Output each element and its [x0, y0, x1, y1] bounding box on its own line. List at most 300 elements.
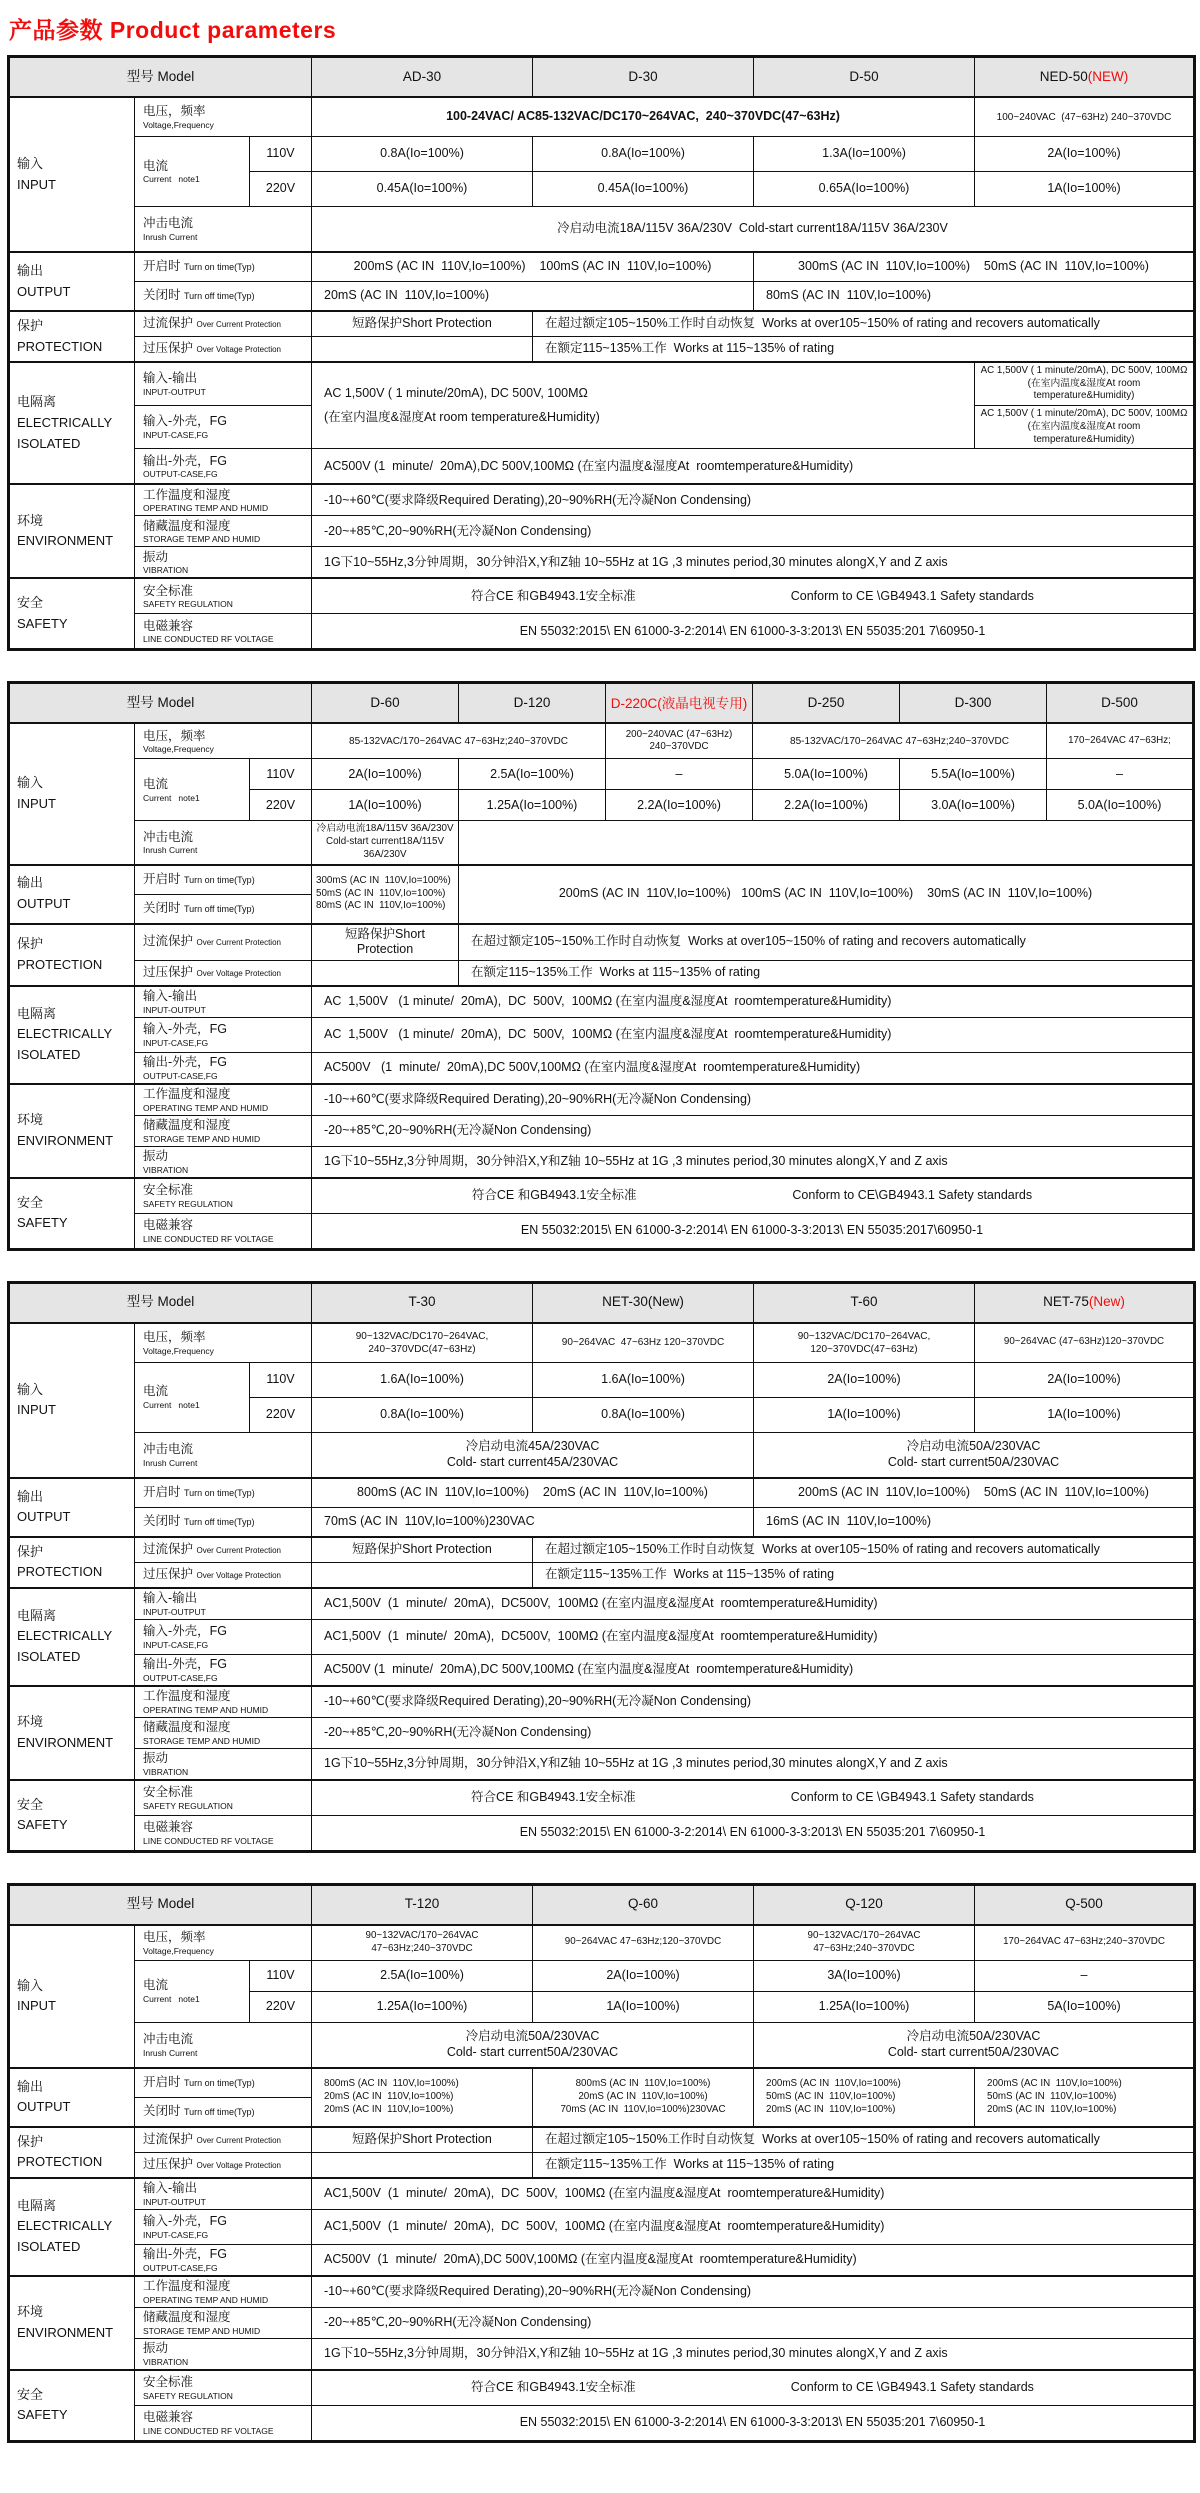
data-cell: AC500V (1 minute/ 20mA),DC 500V,100MΩ (在室内温度&湿度At roomtemperature&Humidity) [312, 2244, 1195, 2276]
data-cell: 300mS (AC IN 110V,Io=100%) 50mS (AC IN 110V,Io=100%) [754, 252, 1195, 282]
t2-ovp-row [9, 960, 1194, 986]
data-cell: 800mS (AC IN 110V,Io=100%) 20mS (AC IN 110V,Io=100%) [312, 1478, 754, 1508]
t3-label-iso-ocase: 输出-外壳，FG OUTPUT-CASE,FG [135, 1654, 312, 1686]
t3-current-110-row [9, 1362, 1195, 1397]
t1-label-safereg: 安全标准 SAFETY REGULATION [135, 578, 312, 614]
t2-safereg-row [9, 1178, 1194, 1214]
t2-model-d120: D-120 [459, 683, 606, 724]
t3-iso-io-row [9, 1588, 1195, 1620]
data-cell: 1G下10~55Hz,3分钟周期，30分钟沿X,Y和Z轴 10~55Hz at 1G ,3 minutes period,30 minutes alongX,Y and Z axis [312, 1748, 1195, 1780]
data-cell: 冷启动电流50A/230VAC Cold- start current50A/230VAC [754, 2022, 1195, 2068]
data-cell: AC500V (1 minute/ 20mA),DC 500V,100MΩ (在室内温度&湿度At roomtemperature&Humidity) [312, 1052, 1194, 1084]
t4-model-t120: T-120 [312, 1884, 533, 1925]
data-cell: -10~+60℃(要求降级Required Derating),20~90%RH(无冷凝Non Condensing) [312, 1686, 1195, 1718]
data-cell: 在额定115~135%工作 Works at 115~135% of rating [533, 2152, 1195, 2178]
data-cell: 冷启动电流18A/115V 36A/230V Cold-start current18A/115V 36A/230V [312, 821, 459, 865]
data-cell: 5.0A(Io=100%) [1047, 790, 1194, 821]
t1-header-row [9, 57, 1195, 98]
t1-group-safety: 安全 SAFETY [9, 578, 135, 650]
data-cell: 80mS (AC IN 110V,Io=100%) [754, 282, 1195, 312]
data-cell: 800mS (AC IN 110V,Io=100%) 20mS (AC IN 110V,Io=100%) 70mS (AC IN 110V,Io=100%)230VAC [533, 2068, 754, 2127]
data-cell: 2A(Io=100%) [975, 1362, 1195, 1397]
data-cell: 1.25A(Io=100%) [459, 790, 606, 821]
t4-group-environment: 环境 ENVIRONMENT [9, 2276, 135, 2370]
t1-sttemp-row [9, 516, 1195, 547]
t4-label-voltage: 电压，频率 Voltage,Frequency [135, 1925, 312, 1961]
t1-label-emc: 电磁兼容 LINE CONDUCTED RF VOLTAGE [135, 614, 312, 650]
t2-label-optemp: 工作温度和湿度 OPERATING TEMP AND HUMID [135, 1084, 312, 1116]
t3-label-ovp: 过压保护 Over Voltage Protection [135, 1562, 312, 1588]
data-cell: -20~+85℃,20~90%RH(无冷凝Non Condensing) [312, 516, 1195, 547]
data-cell: 在超过额定105~150%工作时自动恢复 Works at over105~150% of rating and recovers automatically [533, 1537, 1195, 1563]
t3-inrush-row [9, 1432, 1195, 1478]
t1-group-input: 输入 INPUT [9, 97, 135, 252]
t1-model-d30: D-30 [533, 57, 754, 98]
t4-110v: 110V [250, 1960, 312, 1991]
t2-iso-icase-row [9, 1017, 1194, 1052]
t3-label-safereg: 安全标准 SAFETY REGULATION [135, 1780, 312, 1816]
data-cell: 2A(Io=100%) [312, 759, 459, 790]
t1-current-110-row [9, 137, 1195, 172]
t3-group-input: 输入 INPUT [9, 1323, 135, 1478]
t2-label-ovp: 过压保护 Over Voltage Protection [135, 960, 312, 986]
t4-model-q120: Q-120 [754, 1884, 975, 1925]
t2-optemp-row [9, 1084, 1194, 1116]
data-cell: 1A(Io=100%) [312, 790, 459, 821]
t4-iso-ocase-row [9, 2244, 1195, 2276]
t2-label-iso-ocase: 输出-外壳，FG OUTPUT-CASE,FG [135, 1052, 312, 1084]
t4-current-110-row [9, 1960, 1195, 1991]
data-cell: 16mS (AC IN 110V,Io=100%) [754, 1507, 1195, 1537]
data-cell: EN 55032:2015\ EN 61000-3-2:2014\ EN 61000-3-3:2013\ EN 55035:201 7\60950-1 [312, 1815, 1195, 1851]
t1-model-ad30: AD-30 [312, 57, 533, 98]
t4-model-header: 型号 Model [9, 1884, 312, 1925]
data-cell: 200mS (AC IN 110V,Io=100%) 100mS (AC IN 110V,Io=100%) 30mS (AC IN 110V,Io=100%) [459, 865, 1194, 924]
t1-inrush-value: 冷启动电流18A/115V 36A/230V Cold-start current18A/115V 36A/230V [312, 207, 1195, 253]
data-cell: 90~264VAC 47~63Hz;120~370VDC [533, 1925, 754, 1961]
t2-model-d300: D-300 [900, 683, 1047, 724]
t1-group-output: 输出 OUTPUT [9, 252, 135, 311]
t4-label-iso-io: 输入-输出 INPUT-OUTPUT [135, 2178, 312, 2210]
t2-current-110-row [9, 759, 1194, 790]
t3-model-net75: NET-75(New) [975, 1282, 1195, 1323]
t1-turnon-row [9, 252, 1195, 282]
t2-label-current: 电流 Current note1 [135, 759, 250, 821]
t2-group-safety: 安全 SAFETY [9, 1178, 135, 1250]
t1-group-isolated: 电隔离 ELECTRICALLY ISOLATED [9, 362, 135, 484]
t3-emc-row [9, 1815, 1195, 1851]
t4-label-inrush: 冲击电流 Inrush Current [135, 2022, 312, 2068]
t1-iso-io-row [9, 362, 1195, 406]
data-cell: 2.5A(Io=100%) [459, 759, 606, 790]
t2-model-d60: D-60 [312, 683, 459, 724]
spec-table-2 [7, 681, 1195, 1250]
t1-label-turnoff: 关闭时 Turn off time(Typ) [135, 282, 312, 312]
t1-label-current: 电流 Current note1 [135, 137, 250, 207]
data-cell: 3.0A(Io=100%) [900, 790, 1047, 821]
t3-safereg-row [9, 1780, 1195, 1816]
data-cell: 1.25A(Io=100%) [754, 1991, 975, 2022]
t4-iso-io-row [9, 2178, 1195, 2210]
t2-220v: 220V [250, 790, 312, 821]
data-cell: 冷启动电流50A/230VAC Cold- start current50A/230VAC [754, 1432, 1195, 1478]
t1-optemp-row [9, 484, 1195, 516]
t1-group-protection: 保护 PROTECTION [9, 311, 135, 362]
data-cell: 1A(Io=100%) [754, 1397, 975, 1432]
data-cell: AC1,500V (1 minute/ 20mA), DC500V, 100MΩ (在室内温度&湿度At roomtemperature&Humidity) [312, 1588, 1195, 1620]
t1-label-ovp: 过压保护 Over Voltage Protection [135, 337, 312, 363]
data-cell: 1G下10~55Hz,3分钟周期，30分钟沿X,Y和Z轴 10~55Hz at 1G ,3 minutes period,30 minutes alongX,Y and Z axis [312, 2338, 1195, 2370]
t3-label-ocp: 过流保护 Over Current Protection [135, 1537, 312, 1563]
empty-cell [312, 960, 459, 986]
data-cell: 1A(Io=100%) [975, 172, 1195, 207]
t3-model-t30: T-30 [312, 1282, 533, 1323]
data-cell: 200mS (AC IN 110V,Io=100%) 100mS (AC IN 110V,Io=100%) [312, 252, 754, 282]
data-cell: 符合CE 和GB4943.1安全标准 Conform to CE \GB4943.1 Safety standards [312, 578, 1195, 614]
t2-label-iso-icase: 输入-外壳，FG INPUT-CASE,FG [135, 1017, 312, 1052]
spec-table-4 [7, 1883, 1196, 2443]
data-cell: 1G下10~55Hz,3分钟周期，30分钟沿X,Y和Z轴 10~55Hz at 1G ,3 minutes period,30 minutes alongX,Y and Z axis [312, 1146, 1194, 1178]
data-cell: 1.25A(Io=100%) [312, 1991, 533, 2022]
t4-label-sttemp: 储藏温度和湿度 STORAGE TEMP AND HUMID [135, 2307, 312, 2338]
t1-voltage-ned50: 100~240VAC (47~63Hz) 240~370VDC [975, 97, 1195, 137]
t1-emc-row [9, 614, 1195, 650]
t4-group-output: 输出 OUTPUT [9, 2068, 135, 2127]
t1-label-ocp: 过流保护 Over Current Protection [135, 311, 312, 337]
t3-voltage-row [9, 1323, 1195, 1363]
t3-label-emc: 电磁兼容 LINE CONDUCTED RF VOLTAGE [135, 1815, 312, 1851]
data-cell: 5.5A(Io=100%) [900, 759, 1047, 790]
t2-voltage-row [9, 723, 1194, 759]
t4-label-emc: 电磁兼容 LINE CONDUCTED RF VOLTAGE [135, 2405, 312, 2441]
t1-label-iso-icase: 输入-外壳，FG INPUT-CASE,FG [135, 406, 312, 449]
t3-model-header: 型号 Model [9, 1282, 312, 1323]
data-cell: – [606, 759, 753, 790]
data-cell: 1A(Io=100%) [975, 1397, 1195, 1432]
t3-label-inrush: 冲击电流 Inrush Current [135, 1432, 312, 1478]
t2-label-ocp: 过流保护 Over Current Protection [135, 924, 312, 961]
t1-label-vibration: 振动 VIBRATION [135, 547, 312, 579]
data-cell: 2A(Io=100%) [754, 1362, 975, 1397]
data-cell: 300mS (AC IN 110V,Io=100%) 50mS (AC IN 110V,Io=100%) 80mS (AC IN 110V,Io=100%) [312, 865, 459, 924]
t2-group-isolated: 电隔离 ELECTRICALLY ISOLATED [9, 986, 135, 1084]
data-cell: 2A(Io=100%) [533, 1960, 754, 1991]
t4-label-turnoff: 关闭时 Turn off time(Typ) [135, 2097, 312, 2127]
data-cell: 1A(Io=100%) [533, 1991, 754, 2022]
data-cell: 2A(Io=100%) [975, 137, 1195, 172]
data-cell: AC1,500V (1 minute/ 20mA), DC 500V, 100MΩ (在室内温度&湿度At roomtemperature&Humidity) [312, 2178, 1195, 2210]
data-cell: -10~+60℃(要求降级Required Derating),20~90%RH(无冷凝Non Condensing) [312, 484, 1195, 516]
t4-optemp-row [9, 2276, 1195, 2308]
t3-label-iso-icase: 输入-外壳，FG INPUT-CASE,FG [135, 1619, 312, 1654]
t3-label-turnoff: 关闭时 Turn off time(Typ) [135, 1507, 312, 1537]
t1-220v: 220V [250, 172, 312, 207]
t4-ocp-row [9, 2127, 1195, 2153]
data-cell: AC 1,500V ( 1 minute/20mA), DC 500V, 100MΩ (在室内温度&湿度At room temperature&Humidity) [312, 362, 975, 449]
data-cell: 冷启动电流45A/230VAC Cold- start current45A/230VAC [312, 1432, 754, 1478]
t4-220v: 220V [250, 1991, 312, 2022]
t2-label-sttemp: 储藏温度和湿度 STORAGE TEMP AND HUMID [135, 1115, 312, 1146]
t1-safereg-row [9, 578, 1195, 614]
t2-label-inrush: 冲击电流 Inrush Current [135, 821, 312, 865]
data-cell: 200mS (AC IN 110V,Io=100%) 50mS (AC IN 110V,Io=100%) 20mS (AC IN 110V,Io=100%) [754, 2068, 975, 2127]
data-cell: 20mS (AC IN 110V,Io=100%) [312, 282, 754, 312]
data-cell: 90~132VAC/DC170~264VAC, 240~370VDC(47~63Hz) [312, 1323, 533, 1363]
t1-voltage-row [9, 97, 1195, 137]
t4-label-turnon: 开启时 Turn on time(Typ) [135, 2068, 312, 2098]
t3-label-current: 电流 Current note1 [135, 1362, 250, 1432]
t4-label-ocp: 过流保护 Over Current Protection [135, 2127, 312, 2153]
data-cell: AC 1,500V ( 1 minute/20mA), DC 500V, 100MΩ (在室内温度&湿度At room temperature&Humidity) [975, 406, 1195, 449]
t2-emc-row [9, 1213, 1194, 1249]
t1-model-d50: D-50 [754, 57, 975, 98]
t1-110v: 110V [250, 137, 312, 172]
data-cell: AC 1,500V (1 minute/ 20mA), DC 500V, 100MΩ (在室内温度&湿度At roomtemperature&Humidity) [312, 986, 1194, 1018]
t2-label-turnoff: 关闭时 Turn off time(Typ) [135, 894, 312, 924]
t4-safereg-row [9, 2370, 1195, 2406]
t3-label-vibration: 振动 VIBRATION [135, 1748, 312, 1780]
data-cell: EN 55032:2015\ EN 61000-3-2:2014\ EN 61000-3-3:2013\ EN 55035:201 7\60950-1 [312, 2405, 1195, 2441]
spec-table-1 [7, 55, 1196, 651]
t2-sttemp-row [9, 1115, 1194, 1146]
t4-group-safety: 安全 SAFETY [9, 2370, 135, 2442]
data-cell: 在额定115~135%工作 Works at 115~135% of rating [533, 1562, 1195, 1588]
data-cell: AC500V (1 minute/ 20mA),DC 500V,100MΩ (在室内温度&湿度At roomtemperature&Humidity) [312, 1654, 1195, 1686]
data-cell: 短路保护Short Protection [312, 924, 459, 961]
t3-label-voltage: 电压，频率 Voltage,Frequency [135, 1323, 312, 1363]
data-cell: 90~132VAC/170~264VAC 47~63Hz;240~370VDC [754, 1925, 975, 1961]
data-cell: AC1,500V (1 minute/ 20mA), DC 500V, 100MΩ (在室内温度&湿度At roomtemperature&Humidity) [312, 2209, 1195, 2244]
t1-label-iso-io: 输入-输出 INPUT-OUTPUT [135, 362, 312, 406]
data-cell: 90~264VAC (47~63Hz)120~370VDC [975, 1323, 1195, 1363]
t2-110v: 110V [250, 759, 312, 790]
t2-model-header: 型号 Model [9, 683, 312, 724]
data-cell: 1G下10~55Hz,3分钟周期，30分钟沿X,Y和Z轴 10~55Hz at 1G ,3 minutes period,30 minutes alongX,Y and Z axis [312, 547, 1195, 579]
t4-label-iso-ocase: 输出-外壳，FG OUTPUT-CASE,FG [135, 2244, 312, 2276]
t4-label-safereg: 安全标准 SAFETY REGULATION [135, 2370, 312, 2406]
t2-iso-io-row [9, 986, 1194, 1018]
data-cell: -20~+85℃,20~90%RH(无冷凝Non Condensing) [312, 1717, 1195, 1748]
data-cell: 85-132VAC/170~264VAC 47~63Hz;240~370VDC [753, 723, 1047, 759]
t4-emc-row [9, 2405, 1195, 2441]
t1-inrush-row [9, 207, 1195, 253]
data-cell: 5.0A(Io=100%) [753, 759, 900, 790]
t3-turnon-row [9, 1478, 1195, 1508]
t1-label-optemp: 工作温度和湿度 OPERATING TEMP AND HUMID [135, 484, 312, 516]
data-cell: 2.2A(Io=100%) [606, 790, 753, 821]
t1-label-turnon: 开启时 Turn on time(Typ) [135, 252, 312, 282]
t3-iso-icase-row [9, 1619, 1195, 1654]
t2-label-voltage: 电压，频率 Voltage,Frequency [135, 723, 312, 759]
data-cell: 3A(Io=100%) [754, 1960, 975, 1991]
t3-model-t60: T-60 [754, 1282, 975, 1323]
data-cell: 0.45A(Io=100%) [533, 172, 754, 207]
t4-label-current: 电流 Current note1 [135, 1960, 250, 2022]
t3-110v: 110V [250, 1362, 312, 1397]
data-cell: EN 55032:2015\ EN 61000-3-2:2014\ EN 61000-3-3:2013\ EN 55035:201 7\60950-1 [312, 614, 1195, 650]
t4-group-input: 输入 INPUT [9, 1925, 135, 2068]
empty-cell [312, 2152, 533, 2178]
t3-model-net30: NET-30(New) [533, 1282, 754, 1323]
t3-group-output: 输出 OUTPUT [9, 1478, 135, 1537]
t3-label-turnon: 开启时 Turn on time(Typ) [135, 1478, 312, 1508]
data-cell: 在额定115~135%工作 Works at 115~135% of rating [459, 960, 1194, 986]
t1-label-inrush: 冲击电流 Inrush Current [135, 207, 312, 253]
t3-ocp-row [9, 1537, 1195, 1563]
t4-sttemp-row [9, 2307, 1195, 2338]
t3-ovp-row [9, 1562, 1195, 1588]
data-cell: 在超过额定105~150%工作时自动恢复 Works at over105~150% of rating and recovers automatically [533, 311, 1195, 337]
t2-header-row [9, 683, 1194, 724]
data-cell: 在超过额定105~150%工作时自动恢复 Works at over105~150% of rating and recovers automatically [459, 924, 1194, 961]
t3-label-sttemp: 储藏温度和湿度 STORAGE TEMP AND HUMID [135, 1717, 312, 1748]
t2-turnon-row [9, 865, 1194, 895]
data-cell: 符合CE 和GB4943.1安全标准 Conform to CE\GB4943.1 Safety standards [312, 1178, 1194, 1214]
t2-label-emc: 电磁兼容 LINE CONDUCTED RF VOLTAGE [135, 1213, 312, 1249]
data-cell: 0.8A(Io=100%) [312, 137, 533, 172]
data-cell: 1.3A(Io=100%) [754, 137, 975, 172]
t2-iso-ocase-row [9, 1052, 1194, 1084]
t4-model-q60: Q-60 [533, 1884, 754, 1925]
t1-label-iso-ocase: 输出-外壳，FG OUTPUT-CASE,FG [135, 449, 312, 485]
data-cell: 1.6A(Io=100%) [312, 1362, 533, 1397]
t3-label-optemp: 工作温度和湿度 OPERATING TEMP AND HUMID [135, 1686, 312, 1718]
data-cell: 符合CE 和GB4943.1安全标准 Conform to CE \GB4943.1 Safety standards [312, 1780, 1195, 1816]
t2-inrush-row [9, 821, 1194, 865]
t2-label-safereg: 安全标准 SAFETY REGULATION [135, 1178, 312, 1214]
data-cell: 在超过额定105~150%工作时自动恢复 Works at over105~150% of rating and recovers automatically [533, 2127, 1195, 2153]
data-cell: -20~+85℃,20~90%RH(无冷凝Non Condensing) [312, 2307, 1195, 2338]
empty-cell [459, 821, 1194, 865]
empty-cell [312, 337, 533, 363]
t2-group-protection: 保护 PROTECTION [9, 924, 135, 986]
t1-voltage-main: 100-24VAC/ AC85-132VAC/DC170~264VAC, 240~370VDC(47~63Hz) [312, 97, 975, 137]
t1-label-sttemp: 储藏温度和湿度 STORAGE TEMP AND HUMID [135, 516, 312, 547]
data-cell: -10~+60℃(要求降级Required Derating),20~90%RH(无冷凝Non Condensing) [312, 1084, 1194, 1116]
t4-iso-icase-row [9, 2209, 1195, 2244]
data-cell: 200~240VAC (47~63Hz) 240~370VDC [606, 723, 753, 759]
t2-model-d500: D-500 [1047, 683, 1194, 724]
t4-vibration-row [9, 2338, 1195, 2370]
t2-vibration-row [9, 1146, 1194, 1178]
data-cell: 200mS (AC IN 110V,Io=100%) 50mS (AC IN 110V,Io=100%) [754, 1478, 1195, 1508]
data-cell: 符合CE 和GB4943.1安全标准 Conform to CE \GB4943.1 Safety standards [312, 2370, 1195, 2406]
data-cell: 在额定115~135%工作 Works at 115~135% of rating [533, 337, 1195, 363]
data-cell: 800mS (AC IN 110V,Io=100%) 20mS (AC IN 110V,Io=100%) 20mS (AC IN 110V,Io=100%) [312, 2068, 533, 2127]
t2-group-input: 输入 INPUT [9, 723, 135, 864]
t2-ocp-row [9, 924, 1194, 961]
data-cell: 0.45A(Io=100%) [312, 172, 533, 207]
data-cell: 90~132VAC/DC170~264VAC, 120~370VDC(47~63Hz) [754, 1323, 975, 1363]
t1-group-environment: 环境 ENVIRONMENT [9, 484, 135, 578]
t2-group-output: 输出 OUTPUT [9, 865, 135, 924]
data-cell: 70mS (AC IN 110V,Io=100%)230VAC [312, 1507, 754, 1537]
t3-iso-ocase-row [9, 1654, 1195, 1686]
spec-table-3 [7, 1281, 1196, 1853]
t4-ovp-row [9, 2152, 1195, 2178]
empty-cell [312, 1562, 533, 1588]
t2-label-turnon: 开启时 Turn on time(Typ) [135, 865, 312, 895]
data-cell: – [1047, 759, 1194, 790]
data-cell: EN 55032:2015\ EN 61000-3-2:2014\ EN 61000-3-3:2013\ EN 55035:2017\60950-1 [312, 1213, 1194, 1249]
data-cell: 短路保护Short Protection [312, 2127, 533, 2153]
data-cell: 1.6A(Io=100%) [533, 1362, 754, 1397]
data-cell: 5A(Io=100%) [975, 1991, 1195, 2022]
data-cell: 2.2A(Io=100%) [753, 790, 900, 821]
t4-voltage-row [9, 1925, 1195, 1961]
t3-sttemp-row [9, 1717, 1195, 1748]
t3-label-iso-io: 输入-输出 INPUT-OUTPUT [135, 1588, 312, 1620]
t2-label-vibration: 振动 VIBRATION [135, 1146, 312, 1178]
t2-group-environment: 环境 ENVIRONMENT [9, 1084, 135, 1178]
t4-model-q500: Q-500 [975, 1884, 1195, 1925]
t3-group-safety: 安全 SAFETY [9, 1780, 135, 1852]
data-cell: -10~+60℃(要求降级Required Derating),20~90%RH(无冷凝Non Condensing) [312, 2276, 1195, 2308]
t2-model-d250: D-250 [753, 683, 900, 724]
t4-group-isolated: 电隔离 ELECTRICALLY ISOLATED [9, 2178, 135, 2276]
t2-label-iso-io: 输入-输出 INPUT-OUTPUT [135, 986, 312, 1018]
data-cell: 85-132VAC/170~264VAC 47~63Hz;240~370VDC [312, 723, 606, 759]
t3-group-environment: 环境 ENVIRONMENT [9, 1686, 135, 1780]
data-cell: 200mS (AC IN 110V,Io=100%) 50mS (AC IN 110V,Io=100%) 20mS (AC IN 110V,Io=100%) [975, 2068, 1195, 2127]
data-cell: 0.65A(Io=100%) [754, 172, 975, 207]
t4-label-iso-icase: 输入-外壳，FG INPUT-CASE,FG [135, 2209, 312, 2244]
t1-label-voltage: 电压，频率 Voltage,Frequency [135, 97, 312, 137]
page-title: 产品参数 Product parameters [9, 17, 337, 43]
data-cell: AC 1,500V ( 1 minute/20mA), DC 500V, 100MΩ (在室内温度&湿度At room temperature&Humidity) [975, 362, 1195, 406]
data-cell: 90~264VAC 47~63Hz 120~370VDC [533, 1323, 754, 1363]
t1-iso-ocase-row [9, 449, 1195, 485]
t4-label-ovp: 过压保护 Over Voltage Protection [135, 2152, 312, 2178]
t3-turnoff-row [9, 1507, 1195, 1537]
t1-turnoff-row [9, 282, 1195, 312]
t1-vibration-row [9, 547, 1195, 579]
t2-model-d220c: D-220C(液晶电视专用) [606, 683, 753, 724]
data-cell: 170~264VAC 47~63Hz; [1047, 723, 1194, 759]
data-cell: 2.5A(Io=100%) [312, 1960, 533, 1991]
data-cell: AC500V (1 minute/ 20mA),DC 500V,100MΩ (在室内温度&湿度At roomtemperature&Humidity) [312, 449, 1195, 485]
t4-header-row [9, 1884, 1195, 1925]
data-cell: 短路保护Short Protection [312, 311, 533, 337]
t1-ocp-row [9, 311, 1195, 337]
data-cell: AC1,500V (1 minute/ 20mA), DC500V, 100MΩ (在室内温度&湿度At roomtemperature&Humidity) [312, 1619, 1195, 1654]
t1-ovp-row [9, 337, 1195, 363]
data-cell: 短路保护Short Protection [312, 1537, 533, 1563]
t3-optemp-row [9, 1686, 1195, 1718]
t4-label-vibration: 振动 VIBRATION [135, 2338, 312, 2370]
t1-model-header: 型号 Model [9, 57, 312, 98]
t4-turnon-row [9, 2068, 1195, 2098]
t4-group-protection: 保护 PROTECTION [9, 2127, 135, 2178]
data-cell: 0.8A(Io=100%) [533, 137, 754, 172]
data-cell: – [975, 1960, 1195, 1991]
data-cell: 0.8A(Io=100%) [533, 1397, 754, 1432]
t3-220v: 220V [250, 1397, 312, 1432]
t4-inrush-row [9, 2022, 1195, 2068]
data-cell: AC 1,500V (1 minute/ 20mA), DC 500V, 100MΩ (在室内温度&湿度At roomtemperature&Humidity) [312, 1017, 1194, 1052]
t3-vibration-row [9, 1748, 1195, 1780]
data-cell: 冷启动电流50A/230VAC Cold- start current50A/230VAC [312, 2022, 754, 2068]
data-cell: 0.8A(Io=100%) [312, 1397, 533, 1432]
t3-group-isolated: 电隔离 ELECTRICALLY ISOLATED [9, 1588, 135, 1686]
t4-label-optemp: 工作温度和湿度 OPERATING TEMP AND HUMID [135, 2276, 312, 2308]
t3-group-protection: 保护 PROTECTION [9, 1537, 135, 1588]
data-cell: 170~264VAC 47~63Hz;240~370VDC [975, 1925, 1195, 1961]
t1-model-ned50: NED-50(NEW) [975, 57, 1195, 98]
data-cell: -20~+85℃,20~90%RH(无冷凝Non Condensing) [312, 1115, 1194, 1146]
t3-header-row [9, 1282, 1195, 1323]
data-cell: 90~132VAC/170~264VAC 47~63Hz;240~370VDC [312, 1925, 533, 1961]
